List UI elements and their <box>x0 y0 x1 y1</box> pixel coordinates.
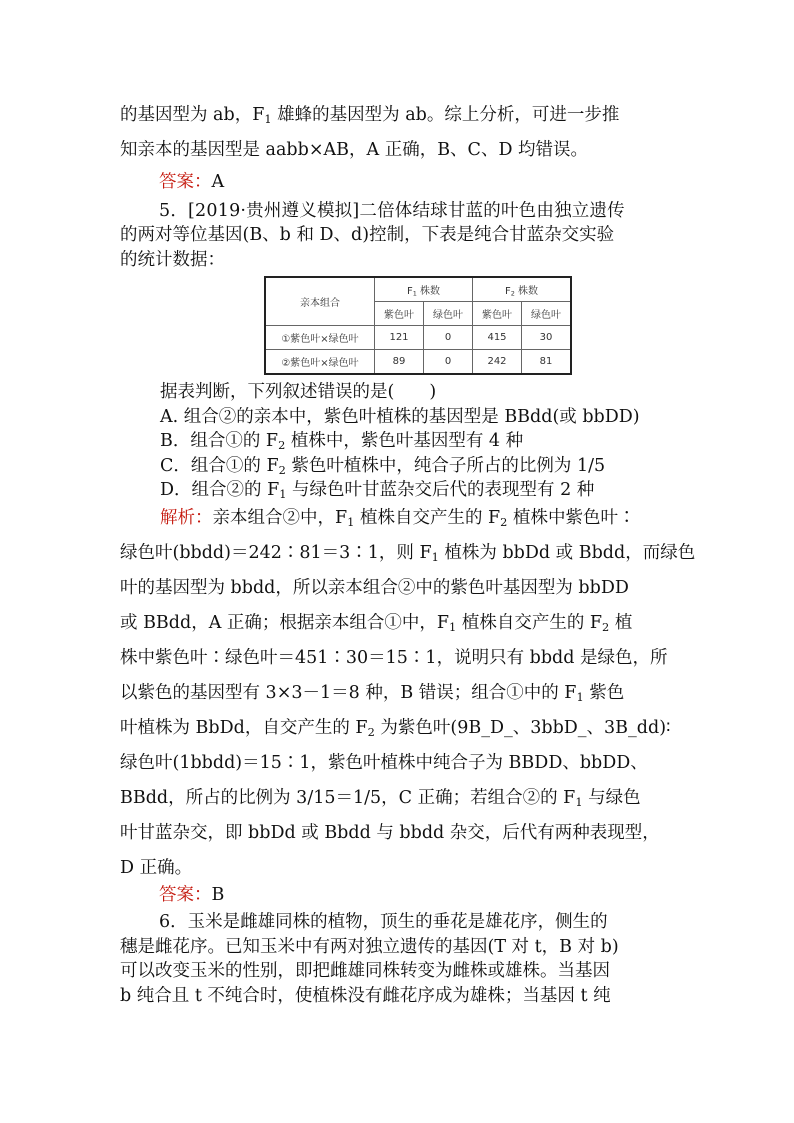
question-line: 6．玉米是雌雄同株的植物，顶生的垂花是雄花序，侧生的 <box>159 912 608 932</box>
table-header-parent: 亲本组合 <box>265 277 375 326</box>
cell: 0 <box>424 326 473 350</box>
cell: 89 <box>375 350 424 375</box>
row-label: ②紫色叶×绿色叶 <box>265 350 375 375</box>
cell: 242 <box>473 350 522 375</box>
analysis-line: 叶甘蓝杂交，即 bbDd 或 Bbdd 与 bbdd 杂交，后代有两种表现型， <box>120 822 660 843</box>
table-header-green: 绿色叶 <box>522 302 572 326</box>
table-header-f1: $F_1$ 株数 <box>375 277 473 302</box>
cell: 415 <box>473 326 522 350</box>
text-line: 知亲本的基因型是 aabb×AB，A 正确，B、C、D 均错误。 <box>120 140 589 160</box>
analysis-text: 亲本组合②中，$F_1$ 植株自交产生的 $F_2$ 植株中紫色叶∶ <box>212 507 636 529</box>
question-line: b 纯合且 t 不纯合时，使植株没有雌花序成为雄株；当基因 t 纯 <box>120 985 611 1006</box>
analysis-line <box>120 501 675 536</box>
analysis-line: 或 BBdd，A 正确；根据亲本组合①中，$F_1$ 植株自交产生的 $F_2$ 植 <box>120 612 633 634</box>
table-header-green: 绿色叶 <box>424 302 473 326</box>
analysis-line: BBdd，所占的比例为 3/15＝1/5，C 正确；若组合②的 $F_1$ 与绿色 <box>120 787 641 809</box>
option-d: D．组合②的 $F_1$ 与绿色叶甘蓝杂交后代的表现型有 2 种 <box>160 480 595 501</box>
cell: 30 <box>522 326 572 350</box>
analysis-label: 解析： <box>160 507 213 528</box>
answer-line <box>120 883 675 908</box>
analysis-line: 株中紫色叶∶绿色叶＝451∶30＝15∶1，说明只有 bbdd 是绿色，所 <box>120 647 668 668</box>
question-stem: 据表判断，下列叙述错误的是( ) <box>160 382 437 402</box>
analysis-line: 绿色叶(bbdd)＝242∶81＝3∶1，则 $F_1$ 植株为 bbDd 或 Bbdd，而绿色 <box>120 542 696 564</box>
option-b: B．组合①的 $F_2$ 植株中，紫色叶基因型有 4 种 <box>160 431 524 452</box>
answer-value: B <box>211 884 225 905</box>
row-label: ①紫色叶×绿色叶 <box>265 326 375 350</box>
question-line: 5．[2019·贵州遵义模拟]二倍体结球甘蓝的叶色由独立遗传 <box>159 200 625 221</box>
analysis-line: 以紫色的基因型有 3×3－1＝8 种，B 错误；组合①中的 $F_1$ 紫色 <box>120 682 625 704</box>
cell: 121 <box>375 326 424 350</box>
question-line: 穗是雌花序。已知玉米中有两对独立遗传的基因(T 对 t，B 对 b) <box>120 936 619 957</box>
question-line: 的两对等位基因(B、b 和 D、d)控制，下表是纯合甘蓝杂交实验 <box>120 225 615 245</box>
table-header-purple: 紫色叶 <box>375 302 424 326</box>
analysis-line: 绿色叶(1bbdd)＝15∶1，紫色叶植株中纯合子为 BBDD、bbDD、 <box>120 752 648 773</box>
answer-label: 答案： <box>159 884 212 905</box>
question-line: 的统计数据： <box>120 249 225 270</box>
question-line: 可以改变玉米的性别，即把雌雄同株转变为雌株或雄株。当基因 <box>120 961 610 981</box>
analysis-line: D 正确。 <box>120 857 193 878</box>
table-row <box>265 326 571 350</box>
analysis-line: 叶植株为 BbDd，自交产生的 $F_2$ 为紫色叶(9B_D_、3bbD_、3B_dd)∶ <box>120 717 671 739</box>
table-header-f2: $F_2$ 株数 <box>473 277 572 302</box>
answer-line <box>120 170 675 195</box>
cell: 0 <box>424 350 473 375</box>
option-c: C．组合①的 $F_2$ 紫色叶植株中，纯合子所占的比例为 1/5 <box>160 455 606 477</box>
option-a: A. 组合②的亲本中，紫色叶植株的基因型是 BBdd(或 bbDD) <box>160 406 640 427</box>
cell: 81 <box>522 350 572 375</box>
answer-value: A <box>211 172 225 192</box>
document-page <box>120 98 696 1008</box>
data-table <box>264 276 572 375</box>
text-line: 的基因型为 ab，$F_1$ 雄蜂的基因型为 ab。综上分析，可进一步推 <box>120 105 620 126</box>
analysis-line: 叶的基因型为 bbdd，所以亲本组合②中的紫色叶基因型为 bbDD <box>120 577 629 598</box>
data-table-wrapper <box>120 276 675 378</box>
table-row <box>265 350 571 375</box>
answer-label: 答案： <box>159 172 212 192</box>
table-header-purple: 紫色叶 <box>473 302 522 326</box>
